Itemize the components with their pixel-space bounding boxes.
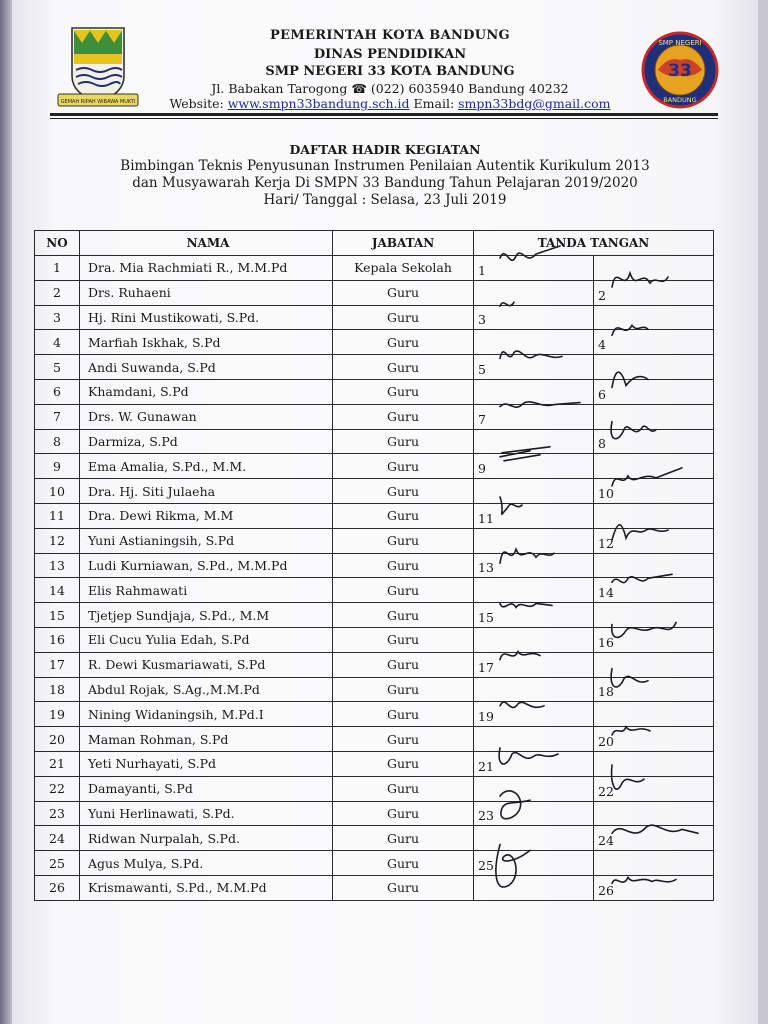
header-tanda-tangan: TANDA TANGAN [474, 231, 714, 256]
letterhead-government: PEMERINTAH KOTA BANDUNG [270, 28, 510, 43]
row-name: Ridwan Nurpalah, S.Pd. [80, 826, 333, 851]
signature-number: 2 [598, 287, 606, 303]
signature-cell-right [594, 503, 714, 528]
left-logo-motto: GEMAH RIPAH WIBAWA MUKTI [60, 99, 136, 105]
website-label: Website: [169, 96, 228, 111]
row-number: 7 [35, 404, 80, 429]
row-position: Guru [333, 677, 474, 702]
table-row [35, 305, 714, 330]
row-number: 20 [35, 727, 80, 752]
row-position: Guru [333, 379, 474, 404]
row-position: Guru [333, 603, 474, 628]
table-row [35, 256, 714, 281]
row-number: 14 [35, 578, 80, 603]
row-name: Darmiza, S.Pd [80, 429, 333, 454]
row-number: 16 [35, 627, 80, 652]
document-date: Hari/ Tanggal : Selasa, 23 Juli 2019 [263, 192, 507, 208]
row-name: Elis Rahmawati [80, 578, 333, 603]
row-number: 25 [35, 851, 80, 876]
row-number: 26 [35, 875, 80, 900]
row-name: Dra. Hj. Siti Julaeha [80, 479, 333, 504]
bandung-city-emblem-icon [54, 24, 142, 110]
signature-number: 6 [598, 386, 606, 402]
row-name: Krismawanti, S.Pd., M.M.Pd [80, 875, 333, 900]
row-position: Guru [333, 479, 474, 504]
row-number: 12 [35, 528, 80, 553]
table-row [35, 875, 714, 900]
signature-cell-left [474, 355, 594, 380]
row-name: Maman Rohman, S.Pd [80, 727, 333, 752]
row-number: 18 [35, 677, 80, 702]
row-name: Ema Amalia, S.Pd., M.M. [80, 454, 333, 479]
row-name: Tjetjep Sundjaja, S.Pd., M.M [80, 603, 333, 628]
signature-number: 15 [478, 609, 494, 625]
header-nama: NAMA [80, 231, 333, 256]
row-position: Guru [333, 702, 474, 727]
signature-number: 16 [598, 634, 614, 650]
signature-cell-right [594, 454, 714, 479]
attendance-table [34, 230, 714, 901]
signature-cell-left [474, 404, 594, 429]
row-name: Dra. Mia Rachmiati R., M.M.Pd [80, 256, 333, 281]
row-position: Guru [333, 875, 474, 900]
signature-cell-left [474, 578, 594, 603]
signature-cell-right [594, 305, 714, 330]
school-emblem-icon [640, 30, 720, 110]
row-position: Guru [333, 553, 474, 578]
signature-cell-left [474, 627, 594, 652]
row-name: Khamdani, S.Pd [80, 379, 333, 404]
letterhead-contact [140, 96, 640, 111]
email-label: Email: [409, 96, 459, 111]
table-row [35, 379, 714, 404]
signature-number: 25 [478, 857, 494, 873]
signature-number: 19 [478, 709, 494, 725]
right-logo-top: SMP NEGERI [658, 39, 702, 47]
row-name: Eli Cucu Yulia Edah, S.Pd [80, 627, 333, 652]
signature-cell-right [594, 652, 714, 677]
signature-cell-right [594, 528, 714, 553]
row-position: Guru [333, 454, 474, 479]
row-position: Guru [333, 801, 474, 826]
row-number: 11 [35, 503, 80, 528]
row-name: Hj. Rini Mustikowati, S.Pd. [80, 305, 333, 330]
signature-cell-right [594, 256, 714, 281]
row-name: Yeti Nurhayati, S.Pd [80, 751, 333, 776]
signature-cell-right [594, 603, 714, 628]
row-number: 5 [35, 355, 80, 380]
document-subtitle-2: dan Musyawarah Kerja Di SMPN 33 Bandung Tahun Pelajaran 2019/2020 [132, 175, 638, 191]
row-name: Abdul Rojak, S.Ag.,M.M.Pd [80, 677, 333, 702]
signature-cell-left [474, 851, 594, 876]
row-number: 23 [35, 801, 80, 826]
row-number: 15 [35, 603, 80, 628]
row-number: 2 [35, 280, 80, 305]
row-position: Kepala Sekolah [333, 256, 474, 281]
document-subtitle-1: Bimbingan Teknis Penyusunan Instrumen Penilaian Autentik Kurikulum 2013 [120, 158, 650, 174]
row-name: Agus Mulya, S.Pd. [80, 851, 333, 876]
signature-number: 8 [598, 436, 606, 452]
signature-cell-left [474, 528, 594, 553]
row-position: Guru [333, 330, 474, 355]
table-row [35, 280, 714, 305]
row-number: 10 [35, 479, 80, 504]
signature-cell-left [474, 330, 594, 355]
table-row [35, 627, 714, 652]
right-logo-bottom: BANDUNG [663, 96, 697, 104]
signature-cell-right [594, 553, 714, 578]
signature-number: 18 [598, 684, 614, 700]
row-number: 4 [35, 330, 80, 355]
signature-number: 21 [478, 758, 494, 774]
row-number: 22 [35, 776, 80, 801]
signature-cell-left [474, 305, 594, 330]
row-number: 8 [35, 429, 80, 454]
row-position: Guru [333, 776, 474, 801]
header-no: NO [35, 231, 80, 256]
signature-cell-right [594, 429, 714, 454]
signature-number: 24 [598, 833, 614, 849]
signature-cell-right [594, 330, 714, 355]
table-row [35, 751, 714, 776]
table-row [35, 776, 714, 801]
row-name: Drs. W. Gunawan [80, 404, 333, 429]
signature-number: 22 [598, 783, 614, 799]
signature-number: 7 [478, 411, 486, 427]
letterhead-rule-thin [50, 118, 718, 119]
table-row [35, 603, 714, 628]
document-heading: DAFTAR HADIR KEGIATAN [289, 142, 481, 157]
row-name: R. Dewi Kusmariawati, S.Pd [80, 652, 333, 677]
table-row [35, 355, 714, 380]
row-name: Damayanti, S.Pd [80, 776, 333, 801]
row-position: Guru [333, 528, 474, 553]
table-row [35, 454, 714, 479]
letterhead-rule-thick [50, 113, 718, 116]
signature-number: 11 [478, 510, 494, 526]
table-row [35, 801, 714, 826]
row-position: Guru [333, 627, 474, 652]
signature-cell-left [474, 256, 594, 281]
signature-number: 1 [478, 262, 486, 278]
row-name: Nining Widaningsih, M.Pd.I [80, 702, 333, 727]
table-row [35, 528, 714, 553]
signature-cell-left [474, 503, 594, 528]
table-row [35, 503, 714, 528]
row-position: Guru [333, 851, 474, 876]
row-number: 3 [35, 305, 80, 330]
row-name: Yuni Herlinawati, S.Pd. [80, 801, 333, 826]
signature-cell-left [474, 702, 594, 727]
row-position: Guru [333, 503, 474, 528]
table-row [35, 851, 714, 876]
table-row [35, 826, 714, 851]
table-row [35, 330, 714, 355]
signature-cell-right [594, 280, 714, 305]
letterhead-department: DINAS PENDIDIKAN [313, 47, 467, 62]
signature-cell-left [474, 826, 594, 851]
letterhead-address: Jl. Babakan Tarogong ☎ (022) 6035940 Bandung 40232 [211, 81, 569, 96]
signature-cell-left [474, 652, 594, 677]
row-number: 17 [35, 652, 80, 677]
letterhead-school-name: SMP NEGERI 33 KOTA BANDUNG [265, 64, 515, 79]
signature-number: 4 [598, 337, 606, 353]
signature-cell-right [594, 826, 714, 851]
row-name: Yuni Astianingsih, S.Pd [80, 528, 333, 553]
signature-cell-left [474, 677, 594, 702]
row-number: 21 [35, 751, 80, 776]
signature-number: 23 [478, 808, 494, 824]
row-position: Guru [333, 751, 474, 776]
signature-cell-right [594, 851, 714, 876]
table-row [35, 429, 714, 454]
signature-number: 5 [478, 361, 486, 377]
row-number: 24 [35, 826, 80, 851]
table-row [35, 677, 714, 702]
signature-cell-right [594, 702, 714, 727]
signature-cell-left [474, 776, 594, 801]
signature-cell-left [474, 751, 594, 776]
signature-cell-left [474, 479, 594, 504]
signature-cell-right [594, 801, 714, 826]
table-row [35, 652, 714, 677]
signature-cell-right [594, 875, 714, 900]
signature-cell-right [594, 751, 714, 776]
table-row [35, 553, 714, 578]
row-name: Ludi Kurniawan, S.Pd., M.M.Pd [80, 553, 333, 578]
row-position: Guru [333, 404, 474, 429]
signature-cell-right [594, 727, 714, 752]
signature-cell-left [474, 727, 594, 752]
table-row [35, 404, 714, 429]
website-link[interactable]: www.smpn33bandung.sch.id [227, 96, 410, 111]
row-position: Guru [333, 429, 474, 454]
signature-number: 26 [598, 882, 614, 898]
signature-cell-right [594, 355, 714, 380]
row-position: Guru [333, 305, 474, 330]
signature-cell-right [594, 379, 714, 404]
table-row [35, 479, 714, 504]
signature-cell-right [594, 776, 714, 801]
table-body [35, 256, 714, 901]
signature-cell-left [474, 801, 594, 826]
signature-number: 12 [598, 535, 614, 551]
signature-cell-left [474, 603, 594, 628]
signature-cell-left [474, 875, 594, 900]
signature-number: 9 [478, 461, 486, 477]
row-position: Guru [333, 826, 474, 851]
row-position: Guru [333, 652, 474, 677]
signature-number: 14 [598, 585, 614, 601]
signature-cell-left [474, 553, 594, 578]
signature-number: 3 [478, 312, 486, 328]
signature-cell-right [594, 479, 714, 504]
table-row [35, 727, 714, 752]
signature-cell-right [594, 677, 714, 702]
row-position: Guru [333, 727, 474, 752]
row-number: 13 [35, 553, 80, 578]
signature-number: 17 [478, 659, 494, 675]
signature-cell-left [474, 429, 594, 454]
row-position: Guru [333, 578, 474, 603]
row-name: Drs. Ruhaeni [80, 280, 333, 305]
signature-cell-left [474, 379, 594, 404]
row-position: Guru [333, 355, 474, 380]
table-row [35, 702, 714, 727]
signature-cell-right [594, 404, 714, 429]
table-header-row [35, 231, 714, 256]
signature-cell-right [594, 578, 714, 603]
signature-number: 20 [598, 733, 614, 749]
row-number: 19 [35, 702, 80, 727]
right-logo-number: 33 [668, 61, 692, 81]
table-row [35, 578, 714, 603]
row-number: 1 [35, 256, 80, 281]
signature-number: 10 [598, 485, 614, 501]
signature-cell-right [594, 627, 714, 652]
email-link[interactable]: smpn33bdg@gmail.com [458, 96, 611, 111]
row-name: Marfiah Iskhak, S.Pd [80, 330, 333, 355]
signature-number: 13 [478, 560, 494, 576]
row-name: Dra. Dewi Rikma, M.M [80, 503, 333, 528]
header-jabatan: JABATAN [333, 231, 474, 256]
signature-cell-left [474, 454, 594, 479]
row-name: Andi Suwanda, S.Pd [80, 355, 333, 380]
signature-cell-left [474, 280, 594, 305]
row-position: Guru [333, 280, 474, 305]
row-number: 9 [35, 454, 80, 479]
row-number: 6 [35, 379, 80, 404]
